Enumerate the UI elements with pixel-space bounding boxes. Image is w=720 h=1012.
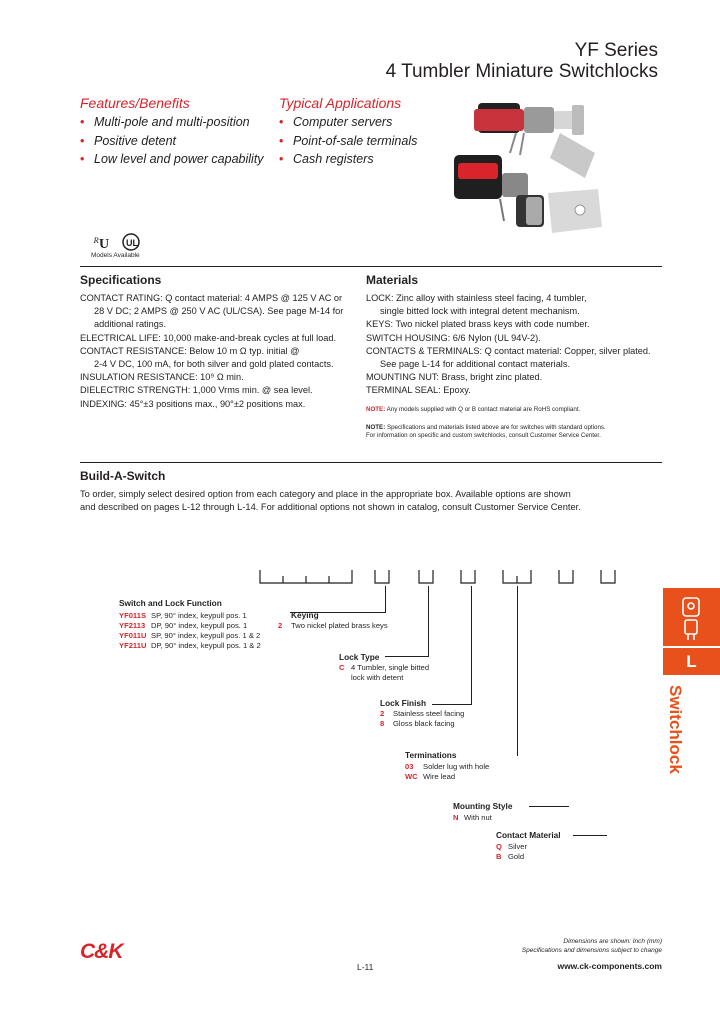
contact-material-label: Contact Material [496,830,561,840]
terminations-label: Terminations [405,750,457,760]
option-code: B [496,852,502,861]
svg-text:UL: UL [126,238,138,248]
spec-line: INSULATION RESISTANCE: 10⁹ Ω min. [80,372,244,383]
contact-material-options [496,842,527,862]
function-options [119,611,261,651]
option-code: YF2113 [119,621,146,630]
side-tab-label: Switchlock [666,685,685,774]
svg-text:U: U [99,237,110,252]
option-desc: Two nickel plated brass keys [291,621,388,630]
option-row[interactable] [119,611,261,621]
option-row[interactable] [119,641,261,651]
code-box-mounting[interactable] [559,570,573,583]
lock-finish-options [380,709,464,729]
footer-note: Specifications and dimensions subject to change [521,947,662,954]
option-code: 2 [278,621,283,630]
build-a-switch-heading: Build-A-Switch [80,469,166,483]
option-row[interactable] [339,663,429,673]
option-code: C [339,663,345,672]
list-item: • Positive detent [80,132,264,151]
spec-line: INDEXING: 45°±3 positions max., 90°±2 positions max. [80,398,306,409]
note-text: For information on specific and custom switchlocks, consult Customer Service Center. [366,432,601,439]
side-tab-icon-box [663,588,720,646]
option-code: YF011S [119,611,147,620]
option-desc: Gold [508,852,525,861]
footer-notes [522,937,662,955]
option-code: Q [496,842,502,851]
applications-heading: Typical Applications [279,95,402,111]
option-code: 2 [380,709,385,718]
option-desc: Wire lead [423,772,456,781]
option-row[interactable] [380,719,464,729]
rohs-note [366,406,580,414]
material-line: SWITCH HOUSING: 6/6 Nylon (UL 94V-2). [366,332,541,343]
material-line: See page L-14 for additional contact materials. [380,359,570,370]
option-desc: Silver [508,842,527,851]
materials-heading: Materials [366,273,419,287]
page-subtitle: 4 Tumbler Miniature Switchlocks [385,61,658,82]
material-line: MOUNTING NUT: Brass, bright zinc plated. [366,372,543,383]
material-line: single bitted lock with integral detent mechanism. [380,306,580,317]
features-heading: Features/Benefits [80,95,190,111]
function-label: Switch and Lock Function [119,598,222,608]
note-text: Any models supplied with Q or B contact material are RoHS compliant. [386,406,581,413]
lock-finish-label: Lock Finish [380,698,427,708]
svg-text:ᴿ: ᴿ [93,236,100,251]
option-desc: DP, 90° index, keypull pos. 1 & 2 [151,641,261,650]
divider [80,266,662,267]
mounting-style-options [453,813,492,823]
spec-line: ELECTRICAL LIFE: 10,000 make-and-break cycles at full load. [80,332,337,343]
option-desc: 4 Tumbler, single bitted [351,663,430,672]
keying-options [278,621,388,631]
specifications-text [80,292,343,411]
option-row[interactable] [380,709,464,719]
spec-line: DIELECTRIC STRENGTH: 1,000 Vrms min. @ sea level. [80,385,313,396]
side-tab-letter: L [663,648,720,675]
switchlock-icon [663,588,720,646]
option-desc: SP, 90° index, keypull pos. 1 [151,611,247,620]
features-list [80,113,264,169]
material-line: CONTACTS & TERMINALS: Q contact material: Copper, silver plated. [366,345,651,356]
option-desc: lock with detent [351,673,404,682]
note-label: NOTE: [366,424,386,431]
code-box-keying[interactable] [375,570,389,583]
note-label: NOTE: [366,406,386,413]
option-row[interactable] [405,762,489,772]
intro-line: and described on pages L-12 through L-14. For additional options not shown in catalog, consult Customer Service Center. [80,502,581,512]
list-item: • Low level and power capability [80,150,264,169]
website-link[interactable]: www.ck-components.com [557,961,662,971]
option-desc: Stainless steel facing [393,709,465,718]
option-desc: SP, 90° index, keypull pos. 1 & 2 [151,631,261,640]
certification-caption: Models Available [91,252,140,259]
note-text: Specifications and materials listed above are for switches with standard options. [386,424,606,431]
footer-note: Dimensions are shown: Inch (mm) [563,938,662,945]
option-code: YF211U [119,641,147,650]
option-code: WC [405,772,418,781]
code-box-lock-finish[interactable] [461,570,475,583]
option-code: N [453,813,459,822]
specifications-heading: Specifications [80,273,162,287]
option-desc: Gloss black facing [393,719,455,728]
build-intro [80,488,581,514]
option-code: 03 [405,762,414,771]
list-item: • Cash registers [279,150,417,169]
material-line: KEYS: Two nickel plated brass keys with code number. [366,319,590,330]
page-number: L-11 [357,962,374,972]
option-row[interactable] [278,621,388,631]
spec-line: CONTACT RESISTANCE: Below 10 m Ω typ. initial @ [80,345,300,356]
option-row[interactable] [119,621,261,631]
list-item: • Point-of-sale terminals [279,132,417,151]
mounting-style-label: Mounting Style [453,801,513,811]
list-item: • Multi-pole and multi-position [80,113,264,132]
option-row[interactable] [405,772,489,782]
terminations-options [405,762,489,782]
divider [80,462,662,463]
option-code: YF011U [119,631,147,640]
option-row[interactable] [496,842,527,852]
lock-type-label: Lock Type [339,652,380,662]
list-item: • Computer servers [279,113,417,132]
intro-line: To order, simply select desired option from each category and place in the appropriate box. Available options are shown [80,489,571,499]
ck-logo: C&K [80,940,123,963]
option-desc: DP, 90° index, keypull pos. 1 [151,621,248,630]
code-box-contact[interactable] [601,570,615,583]
material-line: TERMINAL SEAL: Epoxy. [366,385,471,396]
option-row[interactable] [496,852,527,862]
series-title: YF Series [574,40,658,61]
option-code: 8 [380,719,385,728]
lock-type-options [339,663,429,683]
option-desc: With nut [464,813,492,822]
option-desc: Solder lug with hole [423,762,490,771]
product-photo [440,93,620,258]
materials-text [366,292,651,398]
spec-line: additional ratings. [94,319,167,330]
ul-csa-logo-icon [91,232,143,252]
keying-label: Keying [291,610,319,620]
code-box-lock-type[interactable] [419,570,433,583]
option-row[interactable] [453,813,492,823]
spec-line: 28 V DC; 2 AMPS @ 250 V AC (UL/CSA). See page M-14 for [94,306,344,317]
material-line: LOCK: Zinc alloy with stainless steel facing, 4 tumbler, [366,293,587,303]
option-row[interactable] [119,631,261,641]
spec-line: CONTACT RATING: Q contact material: 4 AMPS @ 125 V AC or [80,293,343,303]
applications-list [279,113,417,169]
spec-line: 2-4 V DC, 100 mA, for both silver and gold plated contacts. [94,359,334,370]
specifications-note [366,424,606,440]
